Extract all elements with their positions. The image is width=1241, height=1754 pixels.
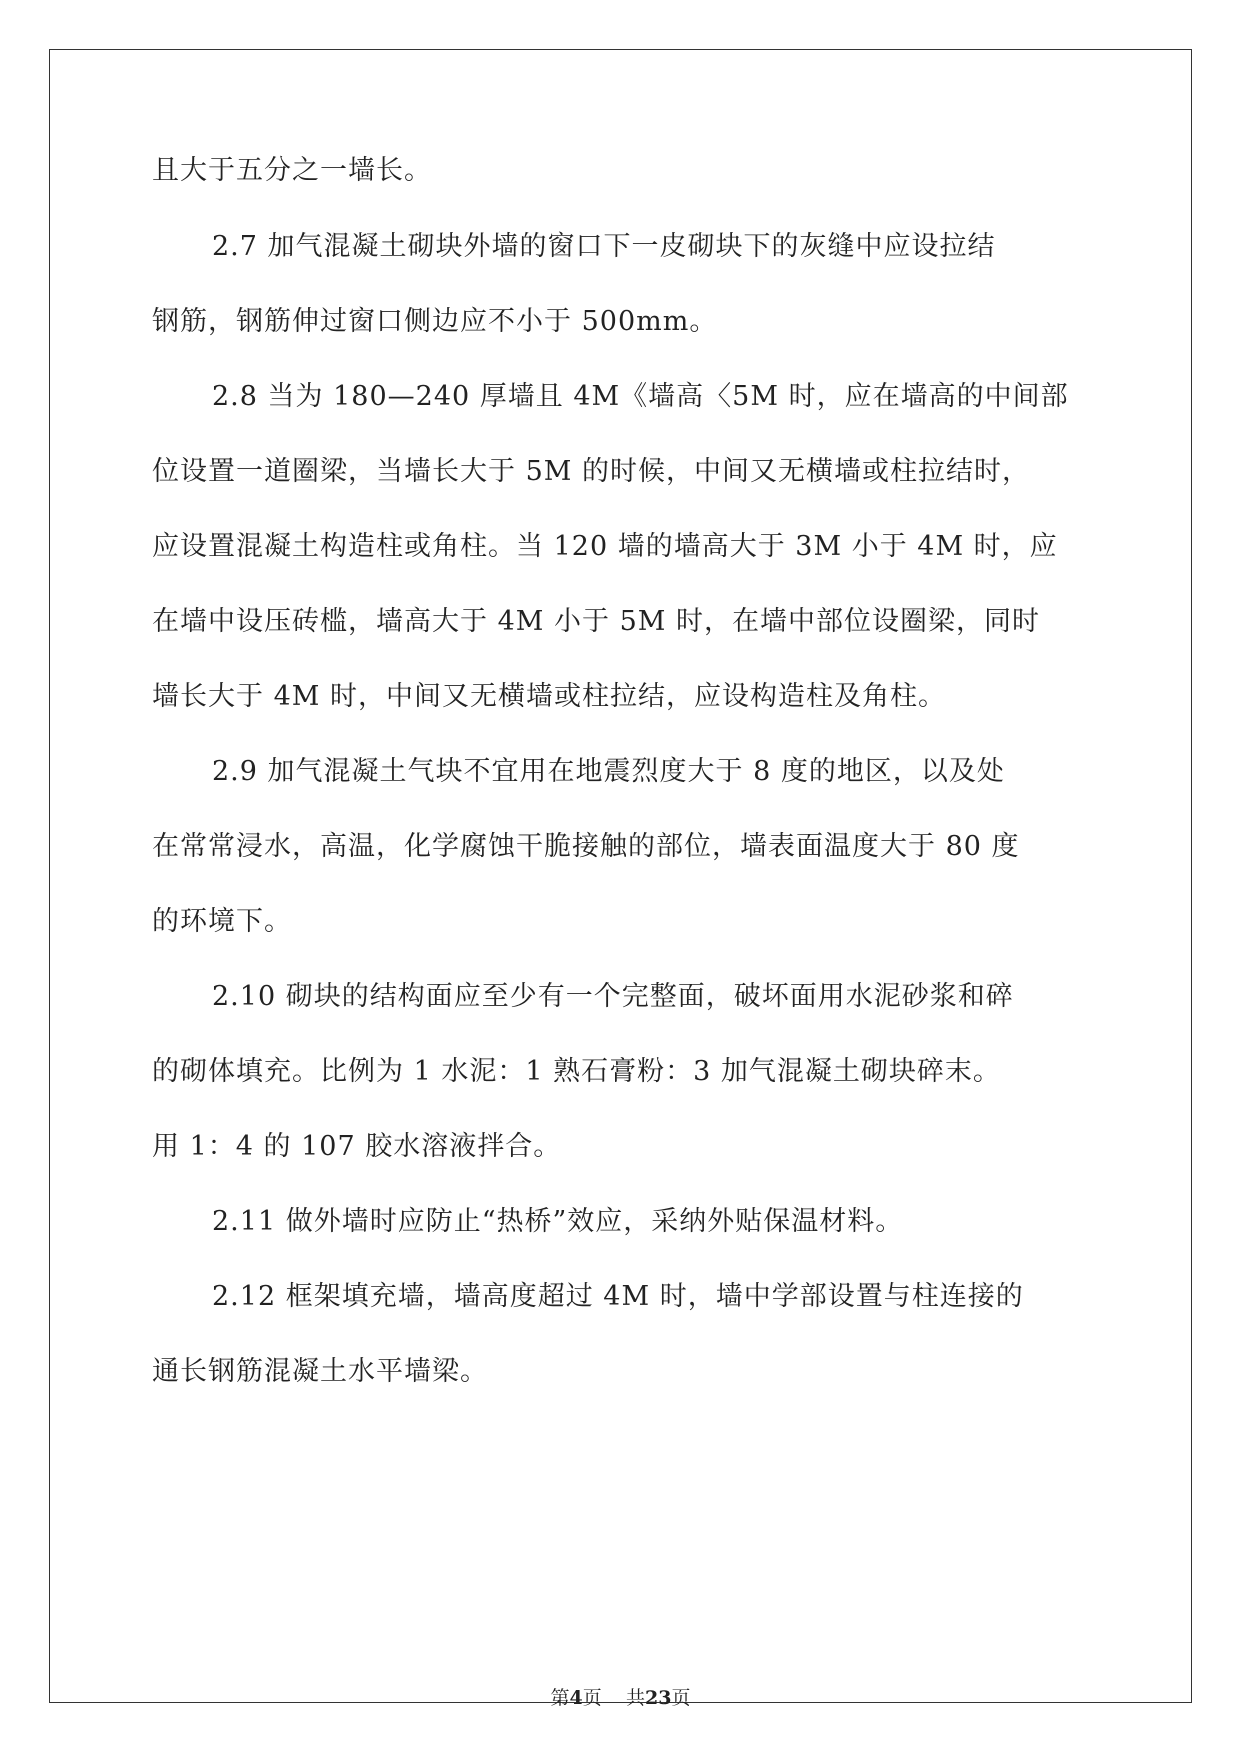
text-line: 2.10 砌块的结构面应至少有一个完整面，破坏面用水泥砂浆和碎	[212, 981, 1014, 1012]
text-line: 位设置一道圈梁，当墙长大于 5M 的时候，中间又无横墙或柱拉结时，	[152, 456, 1030, 487]
text-line: 应设置混凝土构造柱或角柱。当 120 墙的墙高大于 3M 小于 4M 时，应	[152, 531, 1058, 562]
text-line: 2.9 加气混凝土气块不宜用在地震烈度大于 8 度的地区，以及处	[212, 756, 1005, 787]
text-line: 在常常浸水，高温，化学腐蚀干脆接触的部位，墙表面温度大于 80 度	[152, 831, 1020, 862]
text-line: 且大于五分之一墙长。	[152, 155, 432, 186]
total-pages: 23	[644, 1687, 672, 1709]
total-prefix: 共	[625, 1687, 645, 1709]
page-suffix: 页	[582, 1687, 602, 1709]
text-line: 的砌体填充。比例为 1 水泥：1 熟石膏粉：3 加气混凝土砌块碎末。	[152, 1056, 1001, 1087]
total-suffix: 页	[671, 1687, 691, 1709]
text-line: 钢筋，钢筋伸过窗口侧边应不小于 500mm。	[152, 306, 718, 337]
text-line: 用 1：4 的 107 胶水溶液拌合。	[152, 1131, 562, 1162]
text-line: 2.8 当为 180—240 厚墙且 4M《墙高〈5M 时，应在墙高的中间部	[212, 381, 1069, 412]
text-line: 2.12 框架填充墙，墙高度超过 4M 时，墙中学部设置与柱连接的	[212, 1281, 1024, 1312]
page-footer	[0, 1683, 1241, 1710]
text-line: 2.7 加气混凝土砌块外墙的窗口下一皮砌块下的灰缝中应设拉结	[212, 231, 996, 262]
text-line: 2.11 做外墙时应防止“热桥”效应，采纳外贴保温材料。	[212, 1206, 904, 1237]
text-line: 通长钢筋混凝土水平墙梁。	[152, 1356, 488, 1387]
text-line: 墙长大于 4M 时，中间又无横墙或柱拉结，应设构造柱及角柱。	[152, 681, 946, 712]
text-line: 的环境下。	[152, 906, 292, 937]
page-border	[49, 49, 1192, 1703]
text-line: 在墙中设压砖槛，墙高大于 4M 小于 5M 时，在墙中部位设圈梁，同时	[152, 606, 1040, 637]
page-prefix: 第	[550, 1687, 570, 1709]
page-number: 4	[569, 1687, 583, 1709]
